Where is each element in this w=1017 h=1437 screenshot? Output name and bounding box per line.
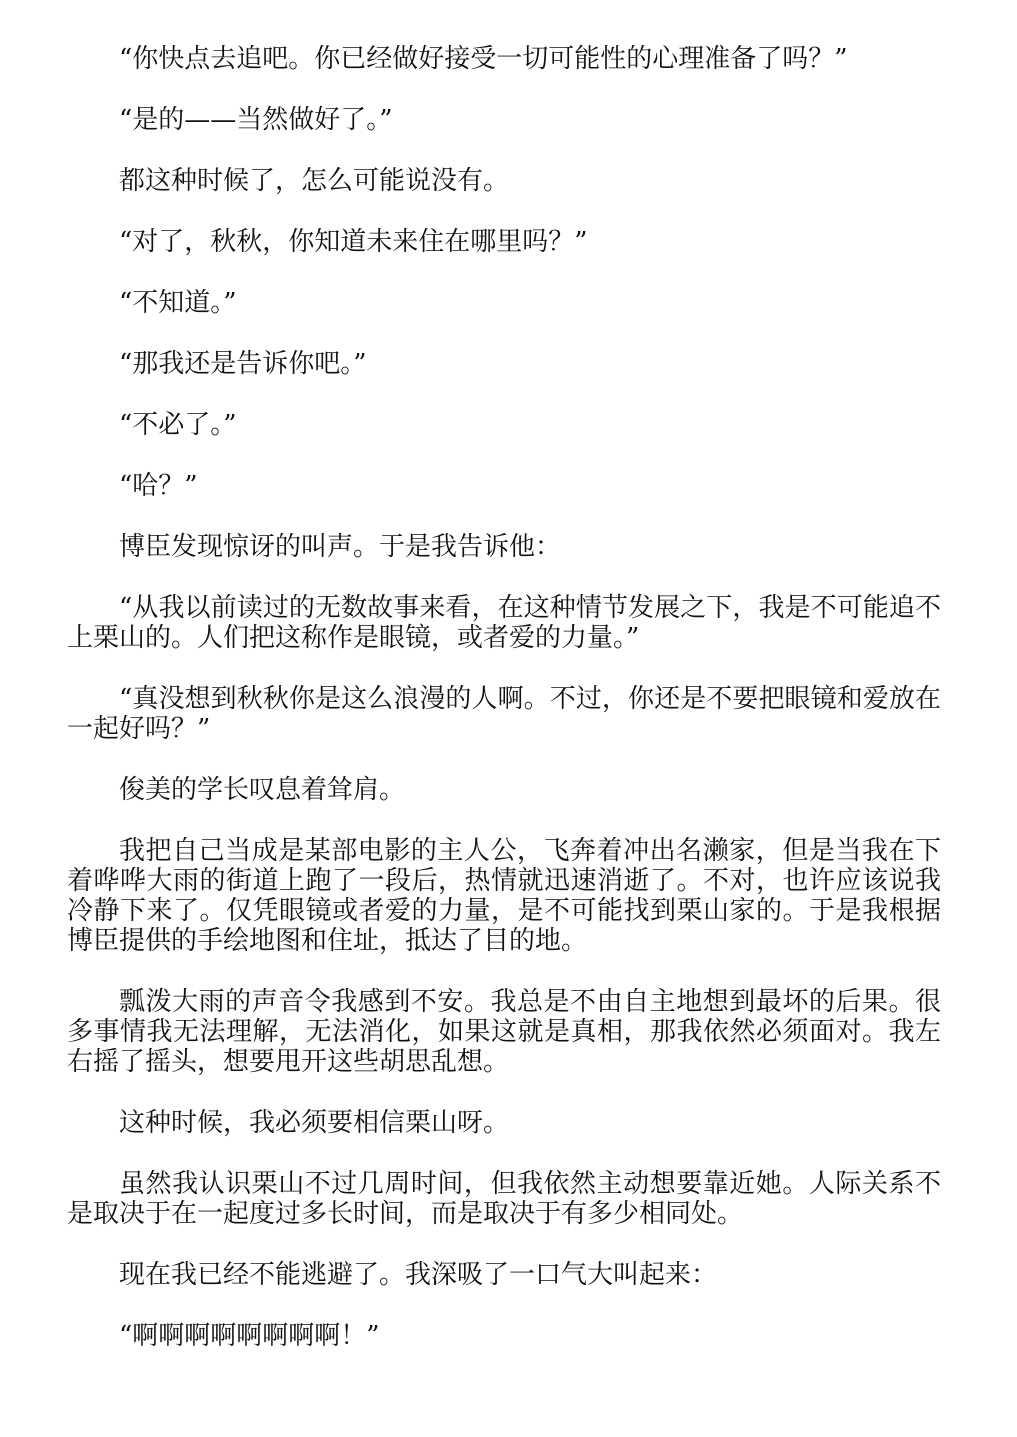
paragraph: “你快点去追吧。你已经做好接受一切可能性的心理准备了吗？”	[119, 44, 848, 74]
paragraph: 博臣发现惊讶的叫声。于是我告诉他：	[119, 532, 562, 562]
paragraph: 瓢泼大雨的声音令我感到不安。我总是不由自主地想到最坏的后果。很多事情我无法理解，无法消化，如果这就是真相，那我依然必须面对。我左右摇了摇头，想要甩开这些胡思乱想。	[67, 987, 941, 1077]
text-body	[67, 44, 941, 1382]
paragraph: 虽然我认识栗山不过几周时间，但我依然主动想要靠近她。人际关系不是取决于在一起度过多长时间，而是取决于有多少相同处。	[67, 1169, 941, 1229]
paragraph: “真没想到秋秋你是这么浪漫的人啊。不过，你还是不要把眼镜和爱放在一起好吗？”	[67, 684, 941, 744]
paragraph: “不必了。”	[119, 410, 237, 440]
paragraph: 现在我已经不能逃避了。我深吸了一口气大叫起来：	[119, 1260, 718, 1290]
paragraph: “是的——当然做好了。”	[119, 105, 393, 135]
paragraph: “啊啊啊啊啊啊啊啊！”	[119, 1321, 380, 1351]
paragraph: “从我以前读过的无数故事来看，在这种情节发展之下，我是不可能追不上栗山的。人们把这称作是眼镜，或者爱的力量。”	[67, 593, 941, 653]
paragraph: 都这种时候了，怎么可能说没有。	[119, 166, 510, 196]
paragraph: 我把自己当成是某部电影的主人公，飞奔着冲出名濑家，但是当我在下着哗哗大雨的街道上跑了一段后，热情就迅速消逝了。不对，也许应该说我冷静下来了。仅凭眼镜或者爱的力量，是不可能找到栗山家的。于是我根据博臣提供的手绘地图和住址，抵达了目的地。	[67, 836, 941, 956]
paragraph: “不知道。”	[119, 288, 237, 318]
paragraph: 这种时候，我必须要相信栗山呀。	[119, 1108, 510, 1138]
paragraph: 俊美的学长叹息着耸肩。	[119, 775, 406, 805]
paragraph: “哈？”	[119, 471, 198, 501]
paragraph: “那我还是告诉你吧。”	[119, 349, 367, 379]
paragraph: “对了，秋秋，你知道未来住在哪里吗？”	[119, 227, 588, 257]
